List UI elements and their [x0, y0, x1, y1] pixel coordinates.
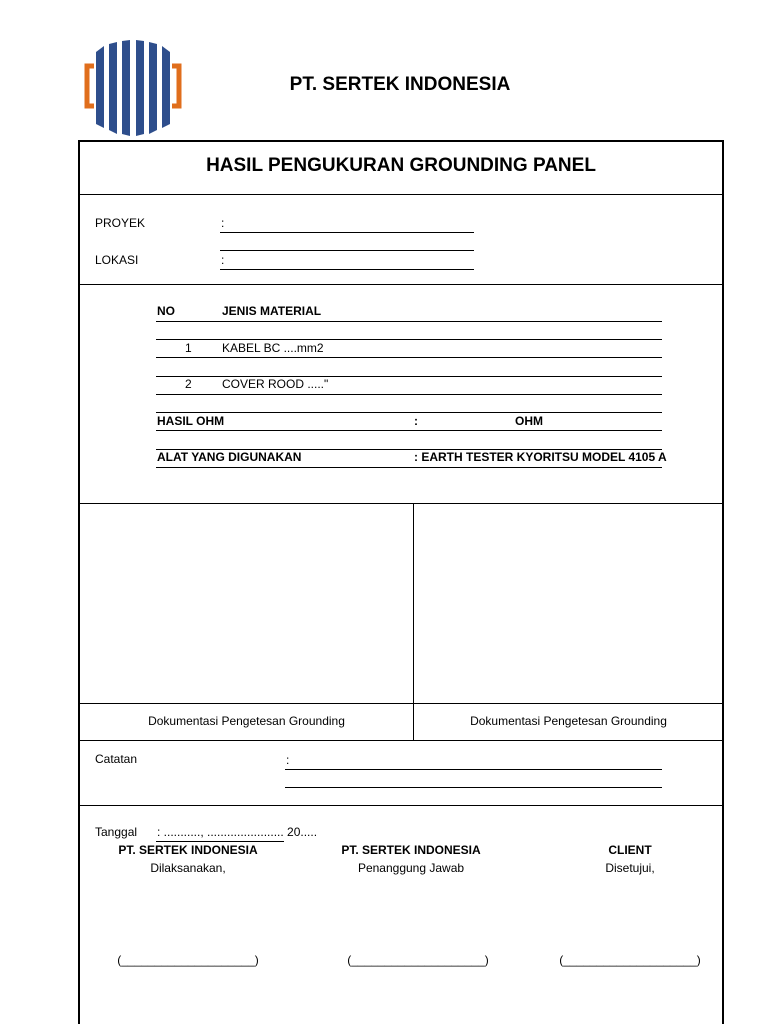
- catatan-label: Catatan: [95, 752, 138, 766]
- photo-area-right: [415, 505, 722, 702]
- divider-photo-columns: [413, 504, 414, 740]
- catatan-field-line-2[interactable]: [285, 787, 662, 788]
- signature-org-2: PT. SERTEK INDONESIA: [341, 843, 481, 857]
- signature-line-1[interactable]: (____________________): [117, 953, 259, 967]
- proyek-label: PROYEK: [95, 216, 146, 230]
- alat-value: : EARTH TESTER KYORITSU MODEL 4105 A: [414, 450, 667, 464]
- company-name: PT. SERTEK INDONESIA: [289, 74, 511, 95]
- materials-rule: [156, 394, 662, 395]
- signature-role-2: Penanggung Jawab: [357, 861, 465, 875]
- hasil-ohm-label: HASIL OHM: [157, 414, 225, 428]
- divider-materials: [79, 503, 723, 504]
- tanggal-underline: [156, 841, 284, 842]
- catatan-colon: :: [286, 753, 290, 767]
- materials-rule: [156, 412, 662, 413]
- divider-photos: [79, 703, 723, 704]
- materials-header-jenis: JENIS MATERIAL: [222, 304, 322, 318]
- signature-role-3: Disetujui,: [605, 861, 655, 875]
- proyek-field-line-2[interactable]: [220, 250, 474, 251]
- divider-project: [79, 284, 723, 285]
- signature-org-1: PT. SERTEK INDONESIA: [118, 843, 258, 857]
- tanggal-value: : ..........., ....................... 20.....: [157, 825, 318, 839]
- catatan-field-line[interactable]: [285, 769, 662, 770]
- materials-rule: [156, 467, 662, 468]
- photo-area-left: [80, 505, 412, 702]
- signature-line-3[interactable]: (____________________): [559, 953, 701, 967]
- material-row-name: KABEL BC ....mm2: [222, 341, 324, 355]
- material-row-no: 2: [185, 377, 192, 391]
- signature-role-1: Dilaksanakan,: [150, 861, 226, 875]
- signature-org-3: CLIENT: [608, 843, 652, 857]
- proyek-field-line[interactable]: [220, 232, 474, 233]
- lokasi-colon: :: [221, 253, 225, 267]
- divider-notes: [79, 805, 723, 806]
- lokasi-field-line[interactable]: [220, 269, 474, 270]
- materials-rule: [156, 430, 662, 431]
- alat-label: ALAT YANG DIGUNAKAN: [157, 450, 302, 464]
- document-title: HASIL PENGUKURAN GROUNDING PANEL: [206, 155, 596, 176]
- materials-rule: [156, 339, 662, 340]
- photo-caption-left: Dokumentasi Pengetesan Grounding: [148, 714, 345, 728]
- proyek-colon: :: [221, 216, 225, 230]
- signature-line-2[interactable]: (____________________): [347, 953, 489, 967]
- company-logo-icon: [84, 40, 182, 136]
- divider-title: [79, 194, 723, 195]
- material-row-no: 1: [185, 341, 192, 355]
- materials-header-no: NO: [157, 304, 175, 318]
- tanggal-label: Tanggal: [95, 825, 138, 839]
- lokasi-label: LOKASI: [95, 253, 139, 267]
- material-row-name: COVER ROOD .....": [222, 377, 329, 391]
- hasil-ohm-colon: :: [414, 414, 418, 428]
- photo-caption-right: Dokumentasi Pengetesan Grounding: [470, 714, 667, 728]
- hasil-ohm-unit: OHM: [515, 414, 543, 428]
- materials-rule: [156, 321, 662, 322]
- materials-rule: [156, 357, 662, 358]
- divider-captions: [79, 740, 723, 741]
